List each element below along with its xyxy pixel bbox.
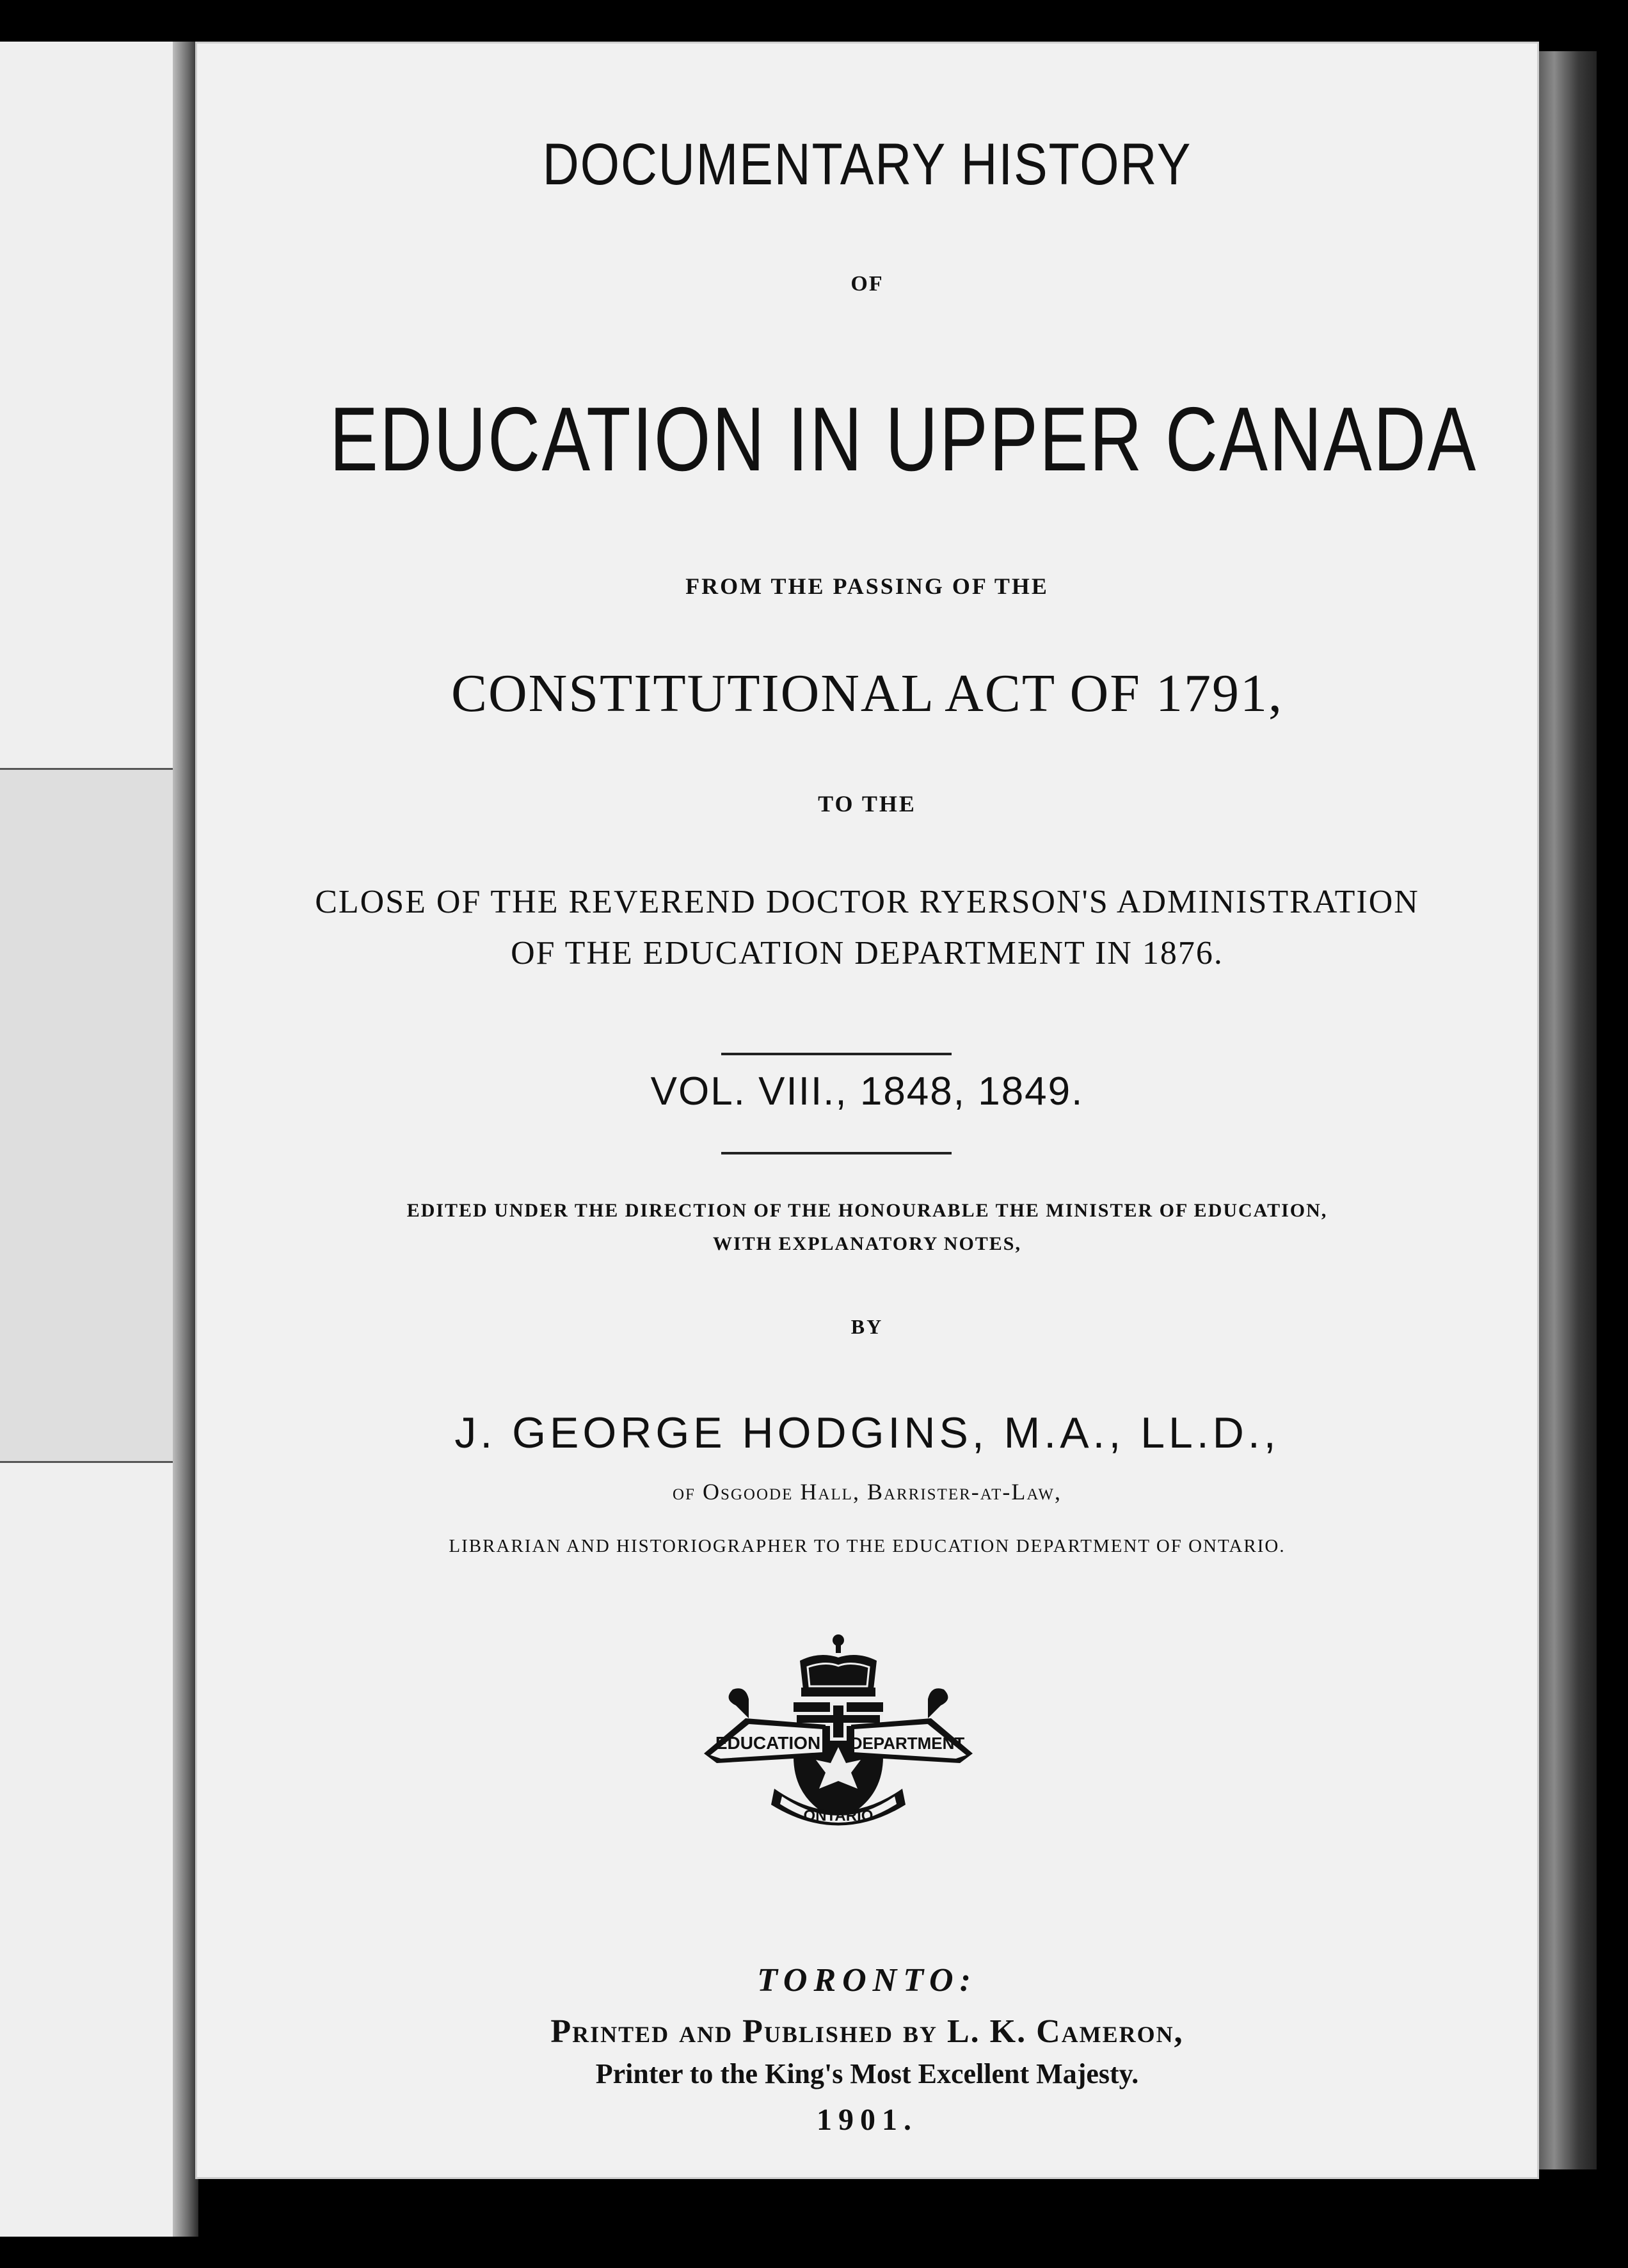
edited-line-2: WITH EXPLANATORY NOTES, <box>713 1233 1021 1254</box>
title-line-2: OF <box>850 272 884 296</box>
crown-icon <box>800 1634 877 1697</box>
emblem-bottom-text: ONTARIO <box>803 1807 874 1825</box>
book-binding <box>173 42 198 2237</box>
shield-icon <box>794 1702 883 1821</box>
education-department-emblem <box>698 1629 979 1840</box>
emblem-right-text: DEPARTMENT <box>850 1734 965 1753</box>
author-affiliation: of Osgoode Hall, Barrister-at-Law, <box>673 1479 1062 1505</box>
page-edge <box>1536 51 1597 2169</box>
subtitle-close-1: CLOSE OF THE REVEREND DOCTOR RYERSON'S ADMINISTRATION <box>315 884 1419 920</box>
imprint-printer: Printer to the King's Most Excellent Majesty. <box>595 2058 1139 2089</box>
by-label: BY <box>850 1315 884 1338</box>
volume-rule-top <box>721 1053 952 1055</box>
volume-rule-bottom <box>721 1152 952 1154</box>
left-scroll-banner <box>704 1688 826 1763</box>
imprint-city: TORONTO: <box>757 1962 977 1999</box>
author-name: J. GEORGE HODGINS, M.A., LL.D., <box>454 1409 1280 1457</box>
volume-label: VOL. VIII., 1848, 1849. <box>650 1069 1084 1114</box>
right-scroll-banner <box>850 1688 973 1763</box>
subtitle-act: CONSTITUTIONAL ACT OF 1791, <box>451 664 1283 723</box>
subtitle-to-the: TO THE <box>818 791 916 817</box>
title-line-1: DOCUMENTARY HISTORY <box>542 132 1192 197</box>
imprint-year: 1901. <box>817 2103 918 2137</box>
subtitle-close-2: OF THE EDUCATION DEPARTMENT IN 1876. <box>511 935 1224 971</box>
imprint-publisher: Printed and Published by L. K. Cameron, <box>550 2013 1184 2050</box>
title-page <box>195 42 1539 2179</box>
emblem-left-text: EDUCATION <box>715 1733 821 1753</box>
main-title: EDUCATION IN UPPER CANADA <box>330 388 1478 490</box>
author-role: LIBRARIAN AND HISTORIOGRAPHER TO THE EDUCATION DEPARTMENT OF ONTARIO. <box>449 1536 1286 1556</box>
edited-line-1: EDITED UNDER THE DIRECTION OF THE HONOURABLE THE MINISTER OF EDUCATION, <box>406 1200 1328 1221</box>
subtitle-from: FROM THE PASSING OF THE <box>685 573 1049 599</box>
